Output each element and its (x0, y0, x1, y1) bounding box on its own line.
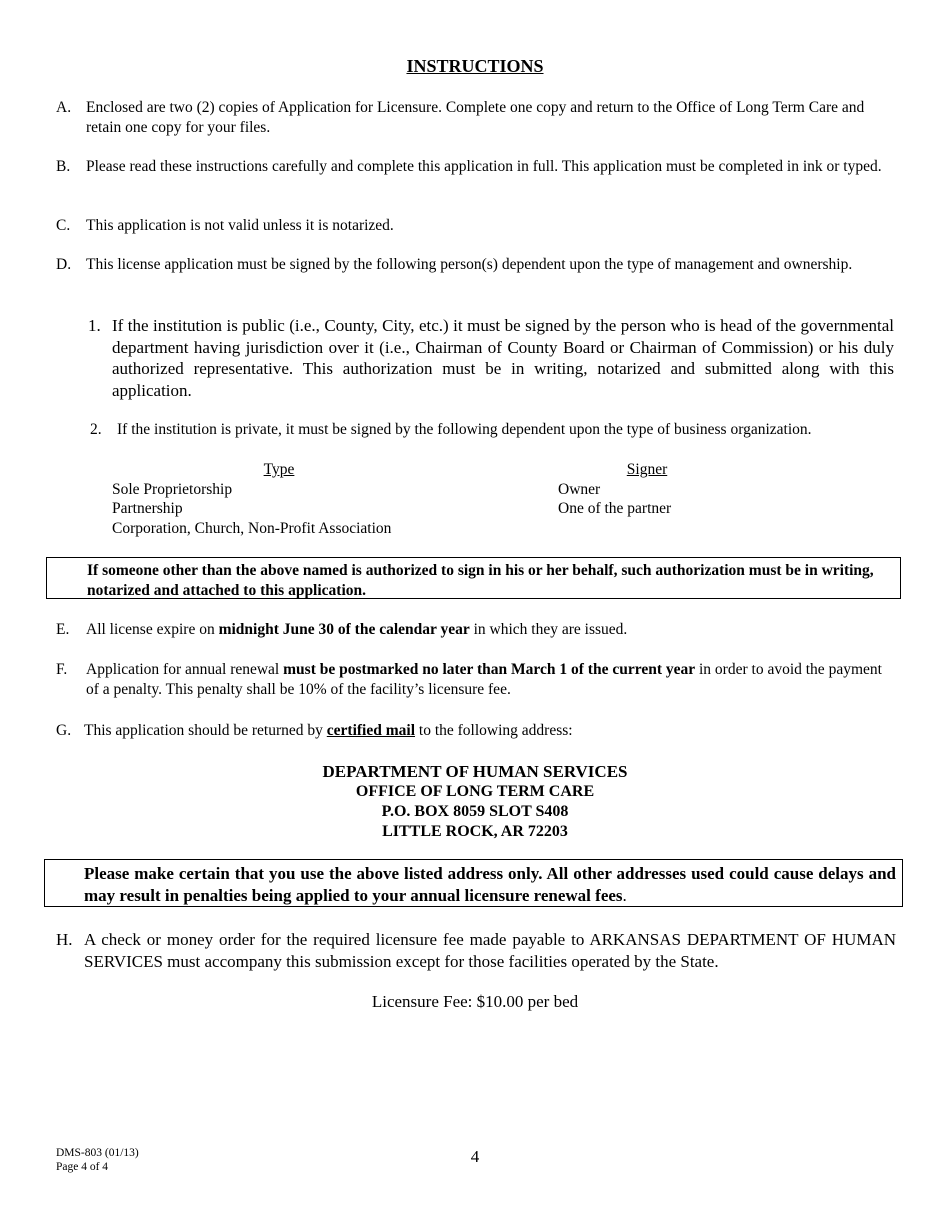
item-letter: B. (56, 158, 71, 175)
address-warning-box (44, 859, 903, 907)
item-text: If the institution is private, it must be signed by the following dependent upon the type of business organization. (117, 421, 812, 438)
item-text: If the institution is public (i.e., County, City, etc.) it must be signed by the person who is head of the governmental department having jurisdiction over it (i.e., Chairman of County Board or Chairman of Commission) or his duly authorized representative. This authorization must be in writing, notarized and submitted along with this application. (112, 316, 894, 400)
licensure-fee: Licensure Fee: $10.00 per bed (371, 992, 579, 1011)
address-line: OFFICE OF LONG TERM CARE (355, 783, 595, 800)
instruction-b (56, 157, 896, 177)
page-title: INSTRUCTIONS (406, 56, 544, 76)
address-line: DEPARTMENT OF HUMAN SERVICES (322, 762, 628, 781)
item-text: All license expire on midnight June 30 of the calendar year in which they are issued. (86, 621, 628, 638)
item-letter: H. (56, 930, 73, 949)
item-text: Please read these instructions carefully and complete this application in full. This application must be completed in ink or typed. (86, 158, 882, 175)
signer-cell: Owner (558, 480, 601, 498)
item-letter: G. (56, 722, 72, 739)
item-letter: F. (56, 661, 68, 678)
item-letter: C. (56, 217, 71, 234)
emphasis: midnight June 30 of the calendar year (218, 621, 470, 638)
item-number: 1. (88, 316, 101, 335)
signer-header: Signer (626, 461, 668, 478)
instruction-a (56, 98, 896, 138)
authorization-notice-text: If someone other than the above named is authorized to sign in his or her behalf, such authorization must be in writing, notarized and attached to this application. (87, 562, 874, 599)
item-text: This license application must be signed by the following person(s) dependent upon the type of management and ownership. (86, 256, 853, 273)
item-letter: D. (56, 256, 72, 273)
item-text: This application is not valid unless it is notarized. (86, 217, 394, 234)
instruction-d (56, 255, 896, 275)
form-number: DMS-803 (01/13) (56, 1147, 139, 1159)
type-column (112, 460, 532, 538)
item-text: This application should be returned by certified mail to the following address: (84, 722, 573, 739)
signer-column (558, 460, 808, 519)
authorization-notice-box (46, 557, 901, 599)
signer-cell: One of the partner (558, 500, 672, 517)
instruction-e (56, 620, 896, 640)
instruction-h (56, 929, 896, 972)
instruction-d-2 (90, 420, 896, 440)
instruction-g (56, 721, 896, 741)
page-number: 4 (470, 1147, 480, 1166)
instruction-c (56, 216, 896, 236)
type-cell: Corporation, Church, Non-Profit Association (112, 519, 392, 537)
address-line: LITTLE ROCK, AR 72203 (382, 823, 568, 840)
emphasis: must be postmarked no later than March 1 of the current year (283, 661, 696, 678)
page-of: Page 4 of 4 (56, 1161, 109, 1173)
instruction-f (56, 660, 896, 700)
item-text: A check or money order for the required licensure fee made payable to ARKANSAS DEPARTMENT OF HUMAN SERVICES must accompany this submission except for those facilities operated by the State. (84, 930, 896, 971)
item-text: Enclosed are two (2) copies of Application for Licensure. Complete one copy and return to the Office of Long Term Care and retain one copy for your files. (86, 99, 865, 136)
item-text: Application for annual renewal must be postmarked no later than March 1 of the current year in order to avoid the payment of a penalty. This penalty shall be 10% of the facility’s licensure fee. (86, 661, 882, 698)
item-letter: A. (56, 99, 72, 116)
address-line: P.O. BOX 8059 SLOT S408 (381, 803, 569, 820)
instruction-d-1 (88, 315, 894, 401)
address-warning-text: Please make certain that you use the above listed address only. All other addresses used could cause delays and may result in penalties being applied to your annual licensure renewal fees. (84, 864, 896, 905)
type-header: Type (263, 461, 295, 478)
item-number: 2. (90, 421, 102, 438)
type-cell: Sole Proprietorship (112, 480, 233, 498)
emphasis: certified mail (326, 722, 416, 739)
mailing-address (0, 762, 950, 842)
type-cell: Partnership (112, 500, 183, 517)
item-letter: E. (56, 621, 70, 638)
